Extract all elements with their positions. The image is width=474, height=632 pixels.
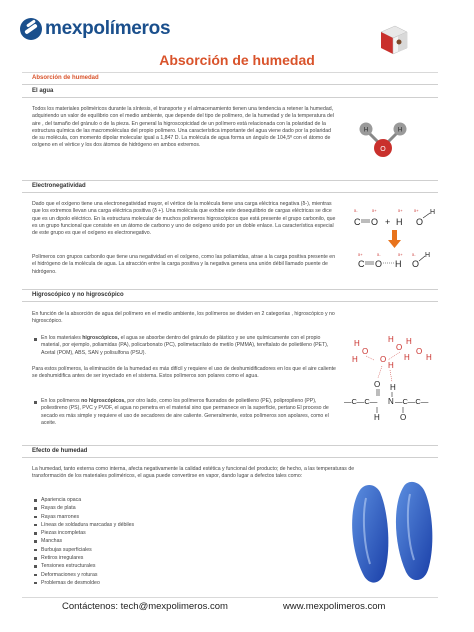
brand-name: mexpolímeros (45, 18, 171, 39)
list-item: Apariencia opaca (32, 496, 232, 504)
atom-label: O (375, 259, 383, 269)
footer-divider (22, 597, 438, 598)
list-no-higroscopicos (32, 398, 332, 427)
atom-label: O (416, 347, 423, 356)
atom-label: N (388, 397, 394, 406)
flag-box-icon (377, 22, 409, 56)
paragraph-electronegatividad-1: Dado que el oxígeno tiene una electronegatividad mayor, el vértice de la molécula tiene una carga eléctrica negativa (δ-), mientras que los extremos llevan una carga eléctrica positiva (δ +). Una molécula que exhibe este desequilibrio de cargas eléctricas se dice que es un dipolo eléctrico. En la estructura molecular de muchos polímeros higroscópicos que está presente el grupo carbonilo, que es un grupo funcional que consiste en un átomo de carbono y uno de oxígeno unido por un doble enlace. La característica especial de este grupo es que el oxígeno es electronegativo. (32, 201, 336, 237)
list-item: Líneas de soldadura marcadas y débiles (32, 521, 232, 529)
section-heading-higroscopico: Higroscópico y no higroscópico (32, 292, 124, 298)
charge-label: δ+ (414, 208, 419, 213)
water-h-right: H (397, 127, 403, 134)
paragraph-efecto: La humedad, tanto externa como interna, afecta negativamente la calidad estética y funcional del producto; de hecho, a las temperaturas de transformación de los materiales poliméricos, el agua puede convertirse en vapor, dando lugar a defectos tales como: (32, 466, 355, 480)
charge-label: δ- (354, 208, 358, 213)
section-divider (22, 84, 438, 85)
list-item: Piezas incompletas (32, 529, 232, 537)
atom-label: O (371, 217, 379, 227)
water-h-left: H (363, 127, 369, 134)
charge-label: δ- (412, 252, 416, 257)
list-item: Manchas (32, 537, 232, 545)
section-divider (22, 301, 438, 302)
atom-label: C (358, 259, 365, 269)
list-item: Rayas marrones (32, 513, 232, 521)
charge-label: δ+ (398, 252, 403, 257)
list-item: Retiros irregulares (32, 554, 232, 562)
atom-label: H (430, 209, 436, 216)
atom-label: H (395, 259, 402, 269)
brand-logo (20, 18, 170, 40)
list-item: Problemas de desmoldeo (32, 579, 232, 587)
section-heading-efecto: Efecto de humedad (32, 448, 88, 454)
list-item: En los polímeros no higroscópicos, por otro lado, como los polímeros fluorados de polietileno (PE), polipropileno (PP), poliestireno (PS), PVC y PVDF, el agua no penetra en el material sino que permanece en la superficie, pertano El proceso de secado es más simple y requiere el uso de secadores de aire caliente. Generalmente, estos polímeros son apolares, como el aceite. (32, 398, 332, 427)
molded-parts-image (346, 480, 438, 588)
atom-label: H (406, 337, 412, 346)
atom-label: O (380, 355, 387, 364)
section-divider (22, 97, 438, 98)
atom-label: H (388, 361, 394, 370)
atom-label: O (412, 259, 420, 269)
atom-label: H (354, 339, 360, 348)
water-cluster (352, 335, 432, 370)
brand-mark-icon (20, 18, 42, 40)
charge-label: δ+ (372, 208, 377, 213)
title-divider (22, 72, 438, 73)
section-divider (22, 457, 438, 458)
dipole-figure (350, 200, 442, 276)
section-divider (22, 289, 438, 290)
list-item: En los materiales higroscópicos, el agua se absorbe dentro del gránulo de plástico y se une químicamente con el propio material, por ejemplo, poliamidas (PA), policarbonato (PC), polimetacrilato de metilo (PMMA), tereftalato de polietileno (PET), Acetal (POM), ABS, SAN y polisulfona (PSU). (32, 335, 332, 357)
section-heading-el-agua: El agua (32, 88, 54, 94)
footer-website[interactable]: www.mexpolimeros.com (283, 601, 386, 612)
polyamide-water-figure (344, 332, 440, 428)
atom-label: H (388, 335, 394, 344)
section-divider (22, 445, 438, 446)
charge-label: δ+ (398, 208, 403, 213)
charge-label: δ- (377, 252, 381, 257)
paragraph-electronegatividad-2: Polímeros con grupos carbonilo que tiene una negatividad en el oxígeno, como las poliamidas, atrae a la carga positiva presente en el hidrógeno de la molécula de agua. La atracción entre la carga positiva y la negativa genera una unión débil llamado puente de hidrógeno. (32, 254, 336, 275)
section-divider (22, 180, 438, 181)
atom-label: H (352, 355, 358, 364)
page-title: Absorción de humedad (159, 52, 315, 68)
atom-label: H (404, 353, 410, 362)
list-item: Burbujas superficiales (32, 546, 232, 554)
list-item: Deformaciones y roturas (32, 571, 232, 579)
atom-label: O (400, 413, 407, 422)
atom-label: O (416, 217, 424, 227)
atom-label: H (396, 217, 403, 227)
chain-left: —C—C— (344, 397, 378, 406)
paragraph-higroscopico-intro: En función de la absorción de agua del polímero en el medio ambiente, los polímeros se dividen en 2 categorías , higroscópico y no higroscópico. (32, 311, 335, 325)
paragraph-higroscopico-middle: Para estos polímeros, la eliminación de la humedad es más difícil y requiere el uso de deshumidificadores en los que el aire caliente se deshumidifica antes de ser inyectado en el sistema. Estos polímeros son polares como el agua. (32, 366, 336, 380)
atom-label: O (396, 343, 403, 352)
chain-right: —C—C— (395, 397, 429, 406)
section-label: Absorción de humedad (32, 75, 99, 81)
atom-label: H (374, 413, 380, 422)
atom-label: + (385, 217, 391, 227)
atom-label: H (390, 383, 396, 392)
list-higroscopicos (32, 335, 332, 357)
water-o: O (380, 146, 386, 153)
section-divider (22, 192, 438, 193)
section-heading-electronegatividad: Electronegatividad (32, 183, 86, 189)
atom-label: H (426, 353, 432, 362)
paragraph-el-agua: Todos los materiales poliméricos durante la síntesis, el transporte y el almacenamiento tienen una tendencia a retener la humedad, adquiriendo un valor de equilibrio con el medio ambiente, que depende del tipo de polímero, de la humedad y de la temperatura del aire , del tamaño del gránulo o de la pieza. En general la higroscopicidad de un polímero está relacionada con la polaridad de la estructura química de las macromoléculas del propio polímero. Una característica importante del agua viene dado por la polaridad de su molécula, con momento dipolar molecular igual a 1,847 D. La molécula de agua forma un ángulo de 104,5º con el átomo de oxígeno en el vértice y los dos átomos de hidrógeno en ambos extremos. (32, 106, 334, 149)
list-item: Rayas de plata (32, 504, 232, 512)
list-defectos (32, 496, 232, 587)
list-item: Tensiones estructurales (32, 562, 232, 570)
atom-label: H (425, 252, 431, 259)
atom-label: C (354, 217, 361, 227)
footer-contact[interactable]: Contáctenos: tech@mexpolimeros.com (62, 601, 228, 612)
water-molecule-figure (350, 116, 416, 166)
atom-label: O (362, 347, 369, 356)
atom-label: O (374, 380, 381, 389)
charge-label: δ+ (358, 252, 363, 257)
